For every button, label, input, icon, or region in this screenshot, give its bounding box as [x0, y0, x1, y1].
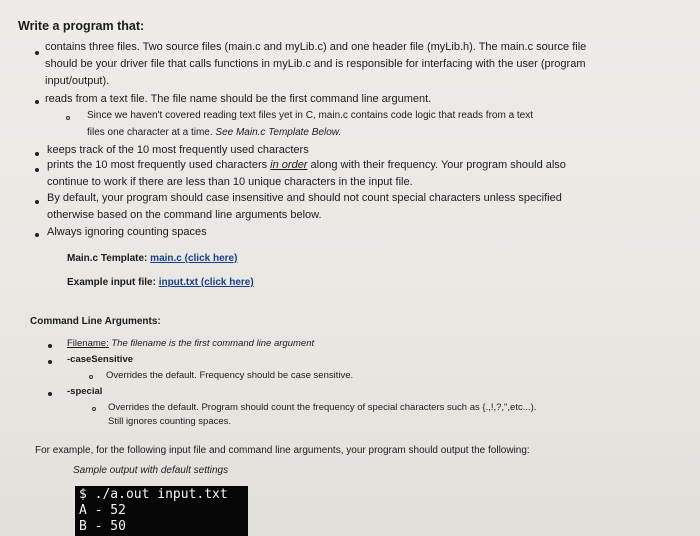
bullet-text [47, 157, 566, 174]
sub-bullet-text: Since we haven't covered reading text files yet in C, main.c contains code logic that reads from a text [87, 110, 534, 121]
sub-bullet-marker [92, 407, 96, 411]
terminal-line: B - 50 [79, 519, 126, 534]
template-reference: See Main.c Template Below. [215, 127, 342, 138]
filename-label: Filename: [67, 338, 109, 349]
bullet-marker [48, 392, 52, 396]
bullet-marker [35, 233, 39, 237]
bullet-text: should be your driver file that calls functions in myLib.c and is responsible for interfacing with the user (program [45, 58, 586, 70]
terminal-command: $ ./a.out input.txt [79, 487, 228, 502]
bullet-marker [48, 344, 52, 348]
case-sensitive-description: Overrides the default. Frequency should be case sensitive. [106, 370, 354, 381]
bullet-text: otherwise based on the command line arguments below. [47, 209, 322, 221]
bullet-marker [35, 51, 39, 55]
bullet-marker [35, 152, 39, 156]
special-description: Overrides the default. Program should count the frequency of special characters such as {.,!,?,",etc...). [108, 402, 537, 413]
page-title: Write a program that: [18, 19, 145, 33]
bullet-text: input/output). [45, 75, 110, 87]
sample-output-caption: Sample output with default settings [73, 465, 229, 476]
bullet-marker [48, 360, 52, 364]
sub-bullet-marker [66, 116, 70, 120]
case-sensitive-flag: -caseSensitive [67, 354, 134, 365]
terminal-output [75, 486, 248, 536]
bullet-marker [35, 168, 39, 172]
input-file-line [67, 275, 254, 290]
bullet-text: By default, your program should case insensitive and should not count special characters unless specified [47, 192, 562, 204]
sub-bullet-text-plain: files one character at a time. [87, 127, 216, 138]
special-description: Still ignores counting spaces. [108, 416, 232, 427]
input-txt-link[interactable]: input.txt (click here) [158, 277, 254, 288]
main-template-line [67, 251, 237, 266]
special-flag: -special [67, 386, 103, 397]
bullet-text-part: along with their frequency. Your program should also [307, 159, 566, 171]
bullet-text: keeps track of the 10 most frequently used characters [47, 144, 309, 156]
bullet-text: contains three files. Two source files (main.c and myLib.c) and one header file (myLib.h). The main.c source file [45, 41, 587, 53]
emphasis-in-order: in order [270, 159, 308, 171]
cli-filename [67, 336, 314, 351]
cli-heading: Command Line Arguments: [30, 316, 161, 327]
bullet-text-part: prints the 10 most frequently used characters [47, 159, 271, 171]
terminal-line: A - 52 [79, 503, 126, 518]
bullet-marker [35, 100, 39, 104]
example-intro: For example, for the following input file and command line arguments, your program should output the following: [35, 445, 530, 456]
bullet-text: reads from a text file. The file name should be the first command line argument. [45, 93, 432, 105]
bullet-text: continue to work if there are less than 10 unique characters in the input file. [47, 176, 413, 188]
filename-description: The filename is the first command line argument [108, 338, 315, 349]
sub-bullet-text [87, 125, 341, 140]
bullet-text: Always ignoring counting spaces [47, 226, 207, 238]
sub-bullet-marker [89, 375, 93, 379]
input-file-label: Example input file: [67, 277, 159, 288]
main-c-link[interactable]: main.c (click here) [150, 253, 238, 264]
main-template-label: Main.c Template: [67, 253, 151, 264]
bullet-marker [35, 200, 39, 204]
